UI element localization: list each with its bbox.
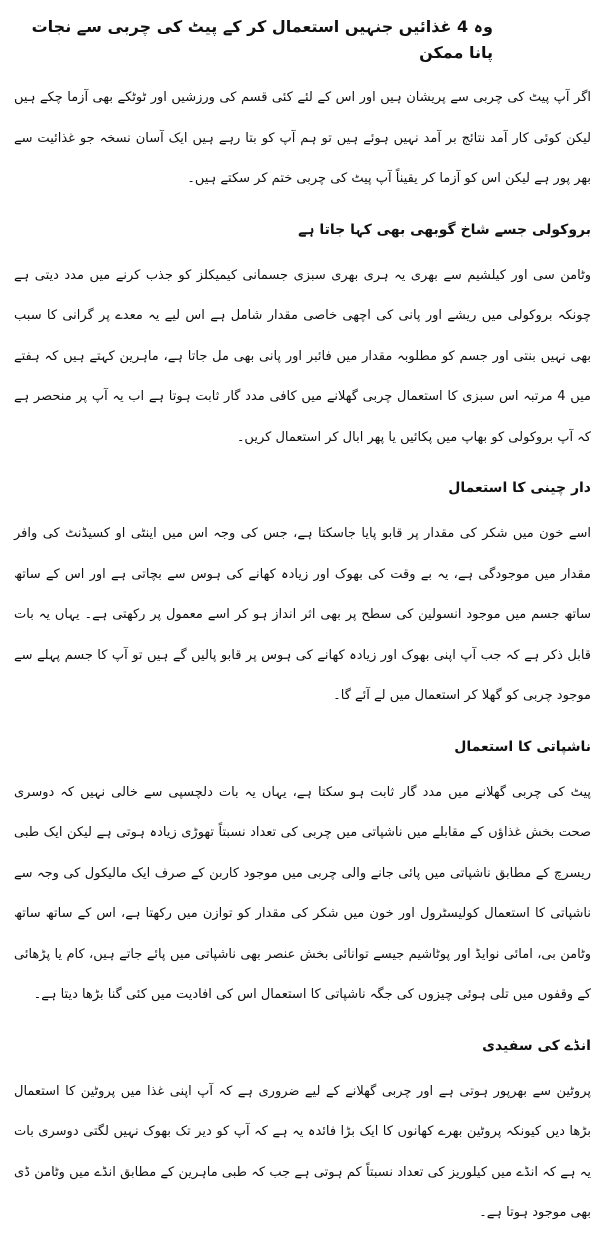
section-body-cinnamon: اسے خون میں شکر کی مقدار پر قابو پایا جاسکتا ہے، جس کی وجہ اس میں اینٹی او کسیڈنٹ کی وافر مقدار میں موجودگی ہے، یہ بے وقت کی بھوک اور زیادہ کھانے کی ہوس سے بچاتی ہے اور اس کے ساتھ ساتھ جسم میں موجود انسولین کی سطح پر بھی اثر انداز ہو کر اسے معمول پر رکھتی ہے۔ یہاں یہ بات قابل ذکر ہے کہ جب آپ اپنی بھوک اور زیادہ کھانے کی ہوس پر قابو پالیں گے ہیں تو آپ کا جسم پہلے سے موجود چربی کو گھلا کر استعمال میں لے آئے گا۔ [14,526,591,703]
section-heading-egg-white: انڈے کی سفیدی [482,1037,591,1054]
section-body-egg-white: پروٹین سے بھرپور ہوتی ہے اور چربی گھلانے کے لیے ضروری ہے کہ آپ اپنی غذا میں پروٹین کا استعمال بڑھا دیں کیونکہ پروٹین بھرے کھانوں کا ایک بڑا فائدہ یہ ہے کہ آپ کو دیر تک بھوک نہیں لگتی دوسری بات یہ ہے کہ انڈے میں کیلوریز کی تعداد نسبتاً کم ہوتی ہے جب کہ طبی ماہرین کے مطابق انڈے میں وٹامن ڈی بھی موجود ہوتا ہے۔ [14,1083,591,1220]
article-title: وہ 4 غذائیں جنہیں استعمال کر کے پیٹ کی چربی سے نجات پانا ممکن [31,17,493,62]
section-heading-broccoli: بروکولی جسے شاخ گوبھی بھی کہا جاتا ہے [298,221,591,238]
section-heading-pear: ناشپاتی کا استعمال [454,738,591,755]
section-body-pear: پیٹ کی چربی گھلانے میں مدد گار ثابت ہو سکتا ہے، یہاں یہ بات دلچسپی سے خالی نہیں کہ دوسری صحت بخش غذاؤں کے مقابلے میں ناشپاتی میں چربی کی تعداد نسبتاً تھوڑی زیادہ ہوتی ہے لیکن ایک طبی ریسرچ کے مطابق ناشپاتی میں پائی جانے والی چربی میں موجود کاربن کے صرف ایک مالیکول کی وجہ سے ناشپاتی کا استعمال کولیسٹرول اور خون میں شکر کی مقدار کو توازن میں رکھتا ہے، اس کے ساتھ ساتھ وٹامن بی، امائی نوایڈ اور پوٹاشیم جیسے توانائی بخش عنصر بھی ناشپاتی میں پائے جاتے ہیں، کام یا پڑھائی کے وقفوں میں تلی ہوئی چیزوں کی جگہ ناشپاتی کا استعمال اس کی افادیت میں کئی گنا بڑھا دیتا ہے۔ [14,784,591,1002]
section-heading-cinnamon: دار چینی کا استعمال [448,480,591,496]
intro-paragraph: اگر آپ پیٹ کی چربی سے پریشان ہیں اور اس کے لئے کئی قسم کی ورزشیں اور ٹوٹکے بھی آزما چکے ہیں لیکن کوئی کار آمد نتائج بر آمد نہیں ہوئے ہیں تو ہم آپ کو بتا رہے ہیں ایک آسان نسخہ جو غذائیت سے بھر پور ہے لیکن اس کو آزما کر یقیناً آپ پیٹ کی چربی ختم کر سکتے ہیں۔ [14,90,591,186]
section-body-broccoli: وٹامن سی اور کیلشیم سے بھری یہ ہری بھری سبزی جسمانی کیمیکلز کو جذب کرنے میں مدد دیتی ہے چونکہ بروکولی میں ریشے اور پانی کی اچھی خاصی مقدار شامل ہے اس لیے یہ معدے پر گرانی کا سبب بھی نہیں بنتی اور جسم کو مطلوبہ مقدار میں فائبر اور پانی بھی مل جاتا ہے، ماہرین کہتے ہیں کہ ہفتے میں 4 مرتبہ اس سبزی کا استعمال چربی گھلانے میں کافی مدد گار ثابت ہوتا ہے اب یہ آپ پر منحصر ہے کہ آپ بروکولی کو بھاپ میں پکائیں یا پھر ابال کر استعمال کریں۔ [14,267,591,445]
